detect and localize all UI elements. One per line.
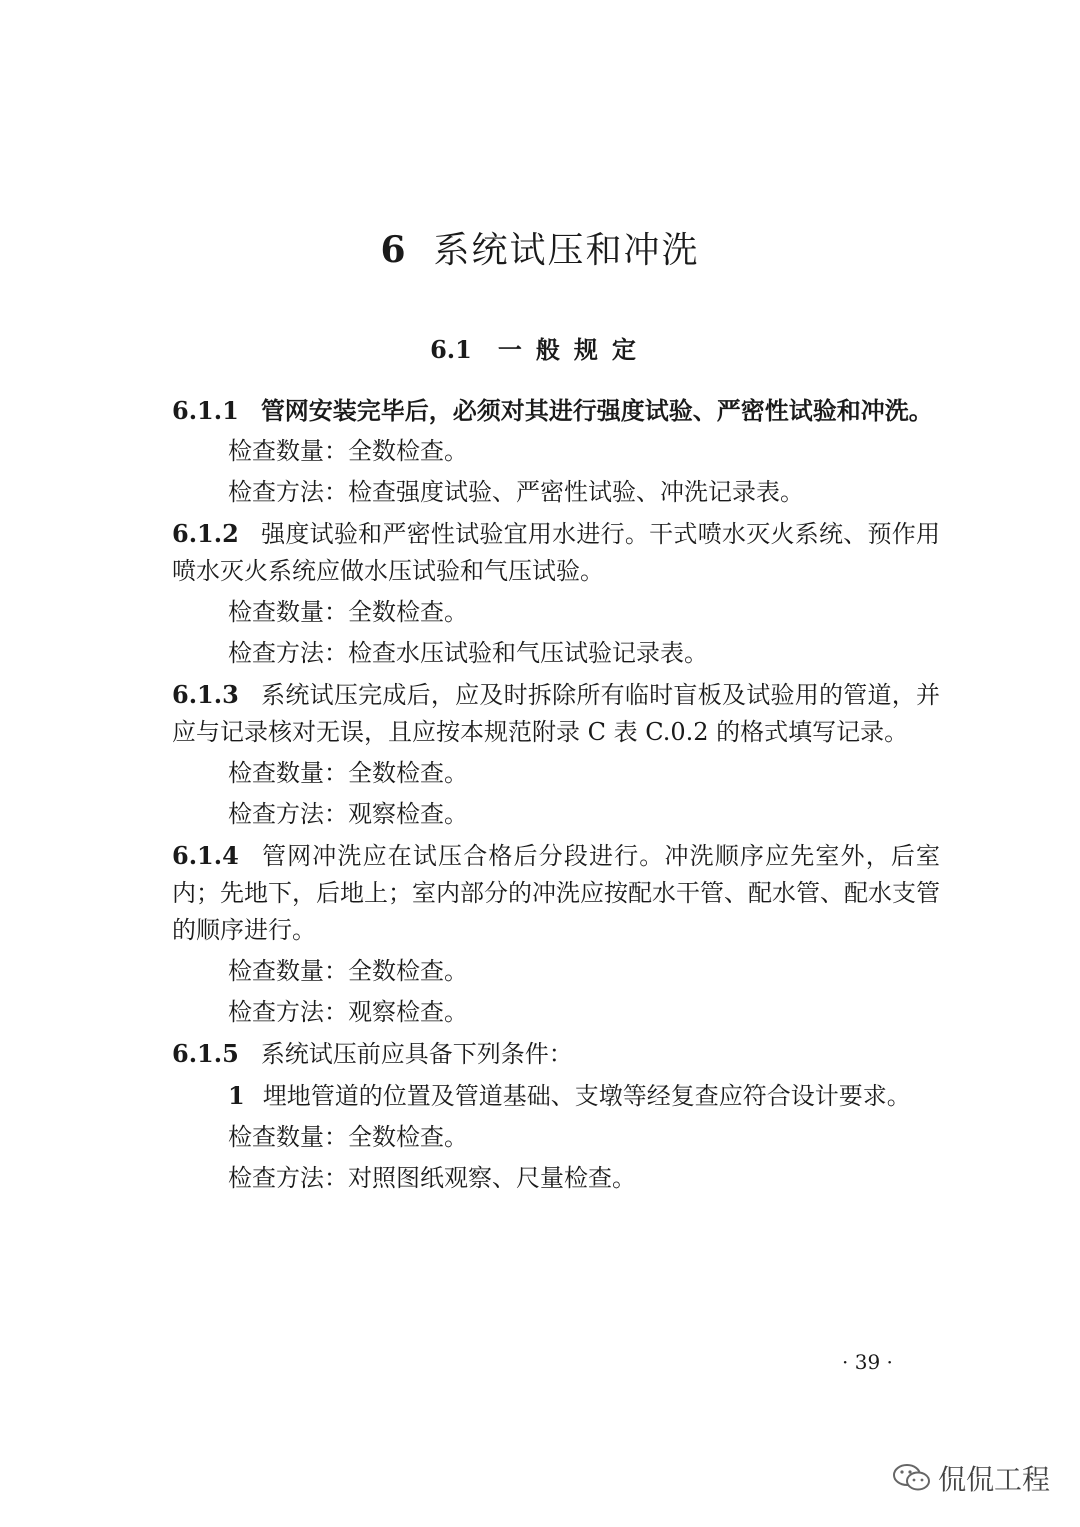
watermark-text: 侃侃工程	[938, 1463, 1051, 1496]
check-method: 检查方法：观察检查。	[228, 800, 468, 828]
clause-number: 6.1.4	[172, 841, 239, 870]
check-quantity: 检查数量：全数检查。	[228, 598, 468, 626]
clause-text: 系统试压完成后，应及时拆除所有临时盲板及试验用的管道，并应与记录核对无误，且应按本规范附录 C 表 C.0.2 的格式填写记录。	[172, 681, 940, 746]
chapter-title	[0, 222, 1080, 273]
clause-6-1-5	[172, 1035, 940, 1073]
check-quantity: 检查数量：全数检查。	[228, 957, 468, 985]
check-quantity: 检查数量：全数检查。	[228, 437, 468, 465]
clause-number: 6.1.3	[172, 680, 239, 709]
clause-number: 6.1.2	[172, 519, 239, 548]
chapter-number: 6	[380, 229, 408, 271]
check-method: 检查方法：观察检查。	[228, 998, 468, 1026]
clause-number: 6.1.5	[172, 1039, 239, 1068]
clause-text: 强度试验和严密性试验宜用水进行。干式喷水灭火系统、预作用喷水灭火系统应做水压试验和气压试验。	[172, 520, 940, 585]
clause-item	[172, 1077, 940, 1115]
clause-6-1-2	[172, 515, 940, 590]
clause-text: 系统试压前应具备下列条件：	[260, 1040, 573, 1068]
chapter-title-text: 系统试压和冲洗	[433, 230, 700, 271]
section-title-text: 一般规定	[497, 335, 650, 364]
clause-text: 管网安装完毕后，必须对其进行强度试验、严密性试验和冲洗。	[260, 396, 933, 425]
check-method: 检查方法：检查水压试验和气压试验记录表。	[228, 639, 708, 667]
document-body	[172, 392, 940, 1201]
section-title	[0, 330, 1080, 365]
section-number: 6.1	[430, 335, 472, 364]
check-quantity: 检查数量：全数检查。	[228, 759, 468, 787]
clause-6-1-4	[172, 837, 940, 949]
wechat-icon	[892, 1462, 932, 1494]
clause-6-1-3	[172, 676, 940, 751]
page-number: · 39 ·	[842, 1350, 893, 1374]
clause-number: 6.1.1	[172, 396, 239, 425]
item-number: 1	[228, 1081, 245, 1110]
check-method: 检查方法：检查强度试验、严密性试验、冲洗记录表。	[228, 478, 804, 506]
item-text: 埋地管道的位置及管道基础、支墩等经复查应符合设计要求。	[262, 1082, 911, 1110]
clause-text: 管网冲洗应在试压合格后分段进行。冲洗顺序应先室外，后室内；先地下，后地上；室内部分的冲洗应按配水干管、配水管、配水支管的顺序进行。	[172, 842, 940, 944]
clause-6-1-1	[172, 392, 940, 429]
watermark	[892, 1458, 1050, 1498]
check-quantity: 检查数量：全数检查。	[228, 1123, 468, 1151]
check-method: 检查方法：对照图纸观察、尺量检查。	[228, 1164, 636, 1192]
